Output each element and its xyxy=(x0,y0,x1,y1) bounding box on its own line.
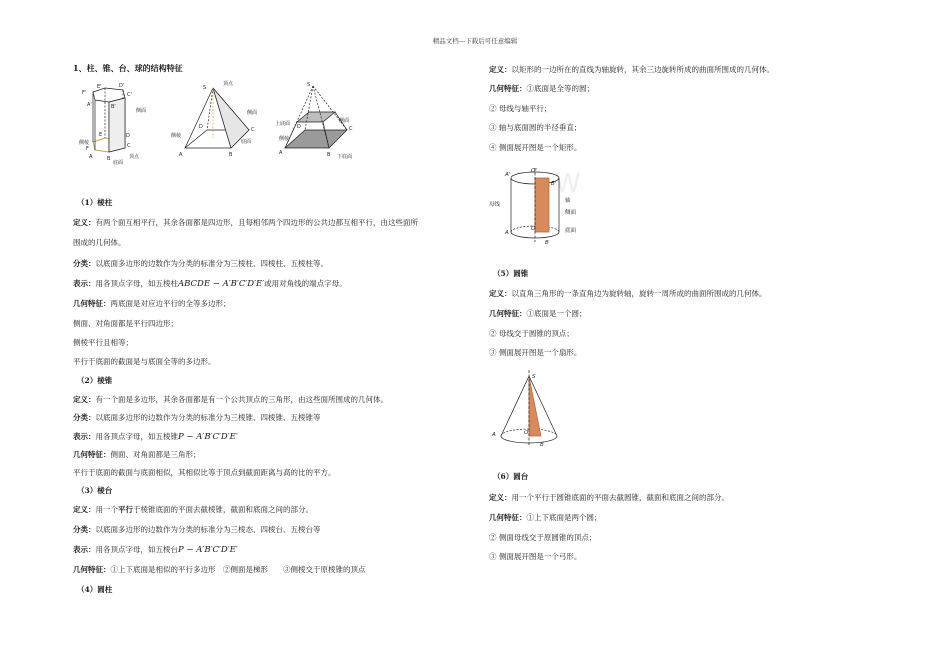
svg-text:W: W xyxy=(555,169,581,199)
frustum-definition: 于棱锥底面的平面去截棱锥，截面和底面之间的部分。 xyxy=(133,505,313,514)
cylinder-figure xyxy=(485,162,595,248)
prism-definition: 有两个面互相平行，其余各面都是四边形，且每相邻两个四边形的公共边都互相平行，由这些面所 xyxy=(95,218,418,227)
prism-label: D xyxy=(126,133,130,139)
cylinder-label: O xyxy=(531,226,536,232)
pyramid-label: 侧棱 xyxy=(171,133,182,139)
cylinder-feature: ④ 侧面展开图是一个矩形。 xyxy=(489,143,582,152)
frustum-figure xyxy=(275,78,365,166)
prism-formula: ABCDE − A′B′C′D′E′ xyxy=(178,279,265,289)
prism-heading: （1）棱柱 xyxy=(77,198,113,207)
cone-heading: （5）圆锥 xyxy=(493,269,529,278)
prism-label: 顶点 xyxy=(129,154,140,160)
frustum-label: B xyxy=(327,152,331,158)
pyramid-label: 底面 xyxy=(241,139,252,145)
label: 几何特征： xyxy=(489,309,527,318)
prism-label: C xyxy=(127,143,131,149)
prism-label: 侧面 xyxy=(136,108,147,114)
pyramid-definition: 有一个面是多边形，其余各面都是有一个公共顶点的三角形，由这些面所围成的几何体。 xyxy=(95,395,388,404)
frustum-representation: 用各顶点字母，如五棱台 xyxy=(95,545,178,554)
cylinder-feature: ② 母线与轴平行； xyxy=(489,104,552,113)
frustum-label: C xyxy=(349,126,353,132)
prism-label: F xyxy=(86,146,89,152)
label: 定义： xyxy=(73,218,96,227)
cone-label: S xyxy=(532,374,536,380)
prism-label: 侧棱 xyxy=(79,140,90,146)
cone-frustum-heading: （6）圆台 xyxy=(493,472,529,481)
cone-definition: 以直角三角形的一条直角边为旋转轴，旋转一周所成的曲面所围成的几何体。 xyxy=(511,289,767,298)
pyramid-classification: 以底面多边形的边数作为分类的标准分为三棱锥、四棱锥、五棱锥等 xyxy=(95,413,321,422)
prism-label: B xyxy=(107,156,111,162)
prism-feature: 两底面是对应边平行的全等多边形； xyxy=(110,299,231,308)
cylinder-label: O' xyxy=(531,168,537,174)
label: 定义： xyxy=(489,65,512,74)
label: 定义： xyxy=(489,289,512,298)
cylinder-label: 底面 xyxy=(565,228,577,234)
frustum-classification: 以底面多边形的边数作为分类的标准分为三棱态、四棱台、五棱台等 xyxy=(95,525,321,534)
frustum-heading: （3）棱台 xyxy=(77,486,113,495)
prism-label: E' xyxy=(97,84,102,90)
cone-label: B xyxy=(540,442,544,448)
frustum-label: 侧棱 xyxy=(279,136,290,142)
pyramid-feature: 平行于底面的截面与底面相似，其相似比等于顶点到截面距离与高的比的平方。 xyxy=(73,468,336,477)
frustum-label: D xyxy=(297,124,301,130)
cylinder-label: A' xyxy=(505,172,511,178)
prism-feature: 平行于底面的截面是与底面全等的多边形。 xyxy=(73,357,216,366)
label: 表示： xyxy=(73,432,96,441)
prism-label: D' xyxy=(119,83,125,89)
pyramid-representation: 用各顶点字母，如五棱锥 xyxy=(95,432,178,441)
cylinder-definition: 以矩形的一边所在的直线为轴旋转，其余三边旋转所成的曲面所围成的几何体。 xyxy=(511,65,774,74)
cylinder-feature: ①底面是全等的圆； xyxy=(526,84,594,93)
prism-label: 底面 xyxy=(113,160,124,166)
frustum-definition-emph: 平行 xyxy=(118,505,133,514)
label: 几何特征： xyxy=(73,299,111,308)
prism-label: E xyxy=(99,132,103,138)
page-header: 精品文档---下载后可任意编辑 xyxy=(432,37,518,45)
cylinder-label: B' xyxy=(551,181,557,187)
frustum-label: A xyxy=(279,150,283,156)
cylinder-label: B xyxy=(545,240,549,246)
label: 几何特征： xyxy=(489,513,527,522)
pyramid-feature: 侧面、对角面都是三角形； xyxy=(110,450,201,459)
cylinder-label: 母线 xyxy=(489,202,501,208)
label: 几何特征： xyxy=(489,84,527,93)
cone-frustum-feature: ③ 侧面展开图是一个弓形。 xyxy=(489,552,582,561)
pyramid-label: A xyxy=(179,152,183,158)
frustum-feature: ①上下底面是相似的平行多边形 ②侧面是梯形 ③侧棱交于原棱锥的顶点 xyxy=(110,565,366,574)
cone-label: A xyxy=(492,432,496,438)
cone-frustum-feature: ② 侧面母线交于原圆锥的顶点； xyxy=(489,533,597,542)
label: 定义： xyxy=(489,493,512,502)
cone-feature: ③ 侧面展开图是一个扇形。 xyxy=(489,348,582,357)
label: 分类： xyxy=(73,413,96,422)
label: 定义： xyxy=(73,395,96,404)
cone-frustum-feature: ①上下底面是两个圆； xyxy=(526,513,602,522)
cone-feature: ② 母线交于圆锥的顶点； xyxy=(489,329,574,338)
cone-frustum-definition: 用一个平行于圆锥底面的平面去截圆锥，截面和底面之间的部分。 xyxy=(511,493,729,502)
label: 分类： xyxy=(73,525,96,534)
prism-label: F' xyxy=(82,90,87,96)
prism-definition-cont: 围成的几何体。 xyxy=(73,238,126,247)
cylinder-label: 轴 xyxy=(565,198,571,204)
cone-label: O xyxy=(524,430,529,436)
cylinder-label: A xyxy=(505,230,509,236)
cylinder-feature: ③ 轴与底面圆的半径垂直； xyxy=(489,123,582,132)
prism-classification: 以底面多边形的边数作为分类的标准分为三棱柱、四棱柱、五棱柱等。 xyxy=(95,259,328,268)
label: 表示： xyxy=(73,279,96,288)
frustum-definition: 用一个 xyxy=(95,505,118,514)
prism-representation-end: 或用对角线的端点字母。 xyxy=(264,279,347,288)
prism-feature: 侧棱平行且相等； xyxy=(73,338,133,347)
frustum-label: 下底面 xyxy=(337,154,353,160)
cone-feature: ①底面是一个圆； xyxy=(526,309,587,318)
pyramid-label: S xyxy=(203,85,207,91)
pyramid-figure xyxy=(171,78,275,166)
label: 定义： xyxy=(73,505,96,514)
pyramid-heading: （2）棱锥 xyxy=(77,376,113,385)
pyramid-formula: P − A′B′C′D′E′ xyxy=(178,432,238,442)
frustum-label: 上底面 xyxy=(275,121,291,127)
label: 分类： xyxy=(73,259,96,268)
frustum-label: 侧面 xyxy=(339,118,350,124)
pyramid-label: D xyxy=(199,124,203,130)
frustum-formula: P − A′B′C′D′E′ xyxy=(178,545,238,555)
label: 几何特征： xyxy=(73,565,111,574)
prism-feature: 侧面、对角面都是平行四边形； xyxy=(73,319,178,328)
prism-label: A' xyxy=(87,102,92,108)
prism-label: B' xyxy=(111,104,116,110)
label: 几何特征： xyxy=(73,450,111,459)
pyramid-label: B xyxy=(229,152,233,158)
cylinder-label: 侧面 xyxy=(565,210,577,216)
prism-label: C' xyxy=(127,92,132,98)
pyramid-label: 顶点 xyxy=(223,81,234,87)
cylinder-heading: （4）圆柱 xyxy=(77,585,113,594)
prism-figure xyxy=(79,80,155,166)
label: 表示： xyxy=(73,545,96,554)
pyramid-label: C xyxy=(251,127,255,133)
cone-figure xyxy=(491,368,571,452)
prism-representation: 用各顶点字母，如五棱柱 xyxy=(95,279,178,288)
frustum-label: S xyxy=(307,82,311,88)
section-title: 1、柱、锥、台、球的结构特征 xyxy=(73,63,183,73)
prism-label: A xyxy=(89,154,93,160)
pyramid-label: 侧面 xyxy=(247,110,258,116)
